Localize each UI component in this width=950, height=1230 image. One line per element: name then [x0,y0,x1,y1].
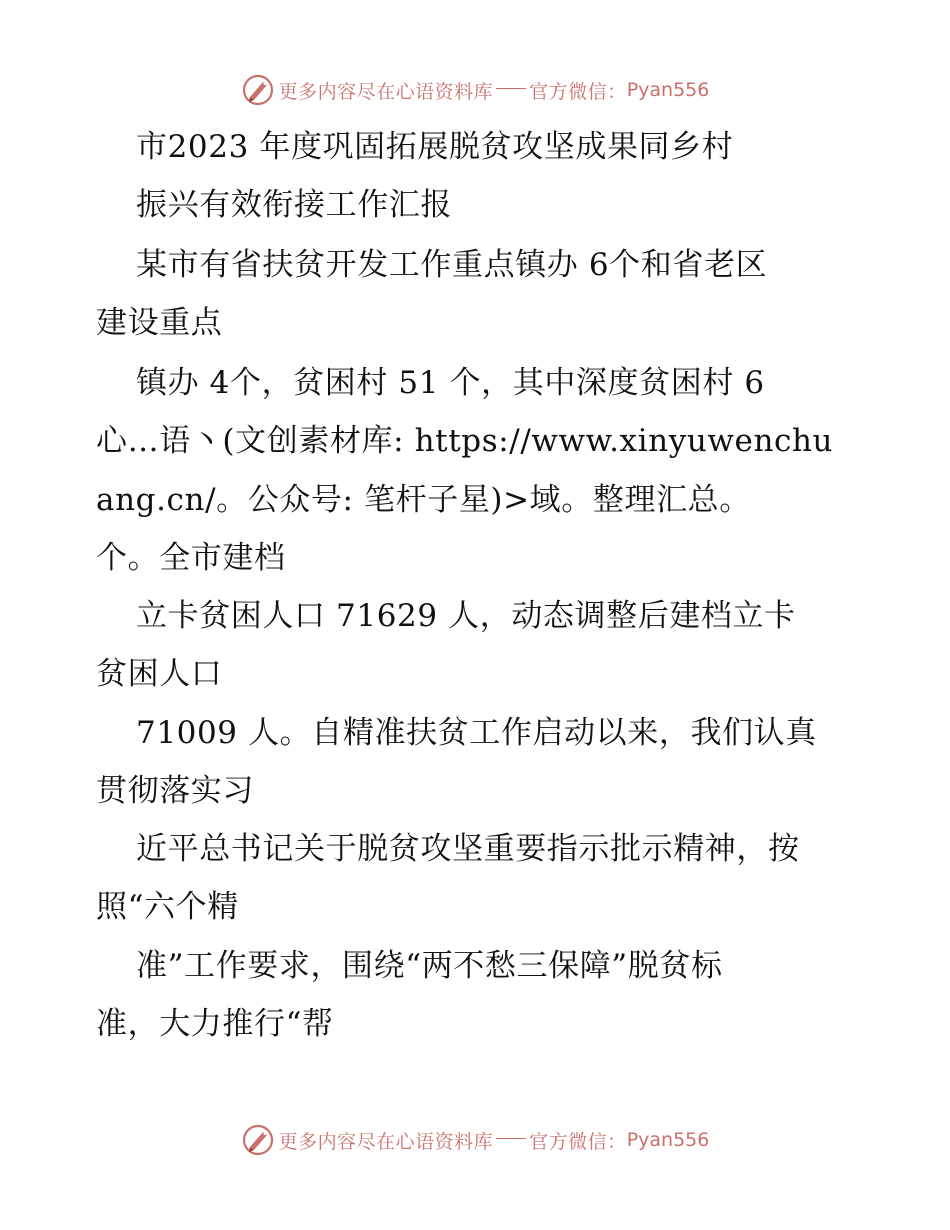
doc-text-line: 照“六个精 [96,889,239,925]
doc-text-line: 准”工作要求，围绕“两不愁三保障”脱贫标 [136,948,723,984]
banner-contact-label: 官方微信： [529,1130,627,1153]
banner-contact-id: Pyan556 [626,79,710,101]
doc-text-line: 个。全市建档 [96,540,286,576]
banner-brand-text: 更多内容尽在心语资料库 [278,1130,494,1153]
doc-text-line: 立卡贫困人口 71629 人，动态调整后建档立卡 [136,598,796,634]
pen-logo-icon [241,73,275,107]
doc-text-line: 贫困人口 [96,656,223,692]
doc-title-line-1: 市2023 年度巩固拓展脱贫攻坚成果同乡村 [136,129,734,165]
banner-divider [496,1138,526,1139]
doc-text-line: 近平总书记关于脱贫攻坚重要指示批示精神，按 [136,831,800,867]
doc-text-line: 心…语丶(文创素材库: https://www.xinyuwenchu [96,423,834,459]
banner-contact-id: Pyan556 [626,1129,710,1151]
doc-text-line: ang.cn/。公众号: 笔杆子星)>域。整理汇总。 [96,482,751,518]
header-banner [0,70,950,110]
doc-text-line: 建设重点 [96,305,223,341]
banner-contact-label: 官方微信： [529,80,627,103]
doc-title-line-2: 振兴有效衔接工作汇报 [136,187,452,223]
banner-brand-text: 更多内容尽在心语资料库 [278,80,494,103]
doc-text-line: 镇办 4个，贫困村 51 个，其中深度贫困村 6 [136,365,765,401]
doc-text-line: 某市有省扶贫开发工作重点镇办 6个和省老区 [136,247,768,283]
footer-banner [0,1120,950,1160]
banner-divider [496,88,526,89]
doc-text-line: 贯彻落实习 [96,773,254,809]
doc-text-line: 71009 人。自精准扶贫工作启动以来，我们认真 [136,715,817,751]
doc-text-line: 准，大力推行“帮 [96,1006,334,1042]
pen-logo-icon [241,1123,275,1157]
